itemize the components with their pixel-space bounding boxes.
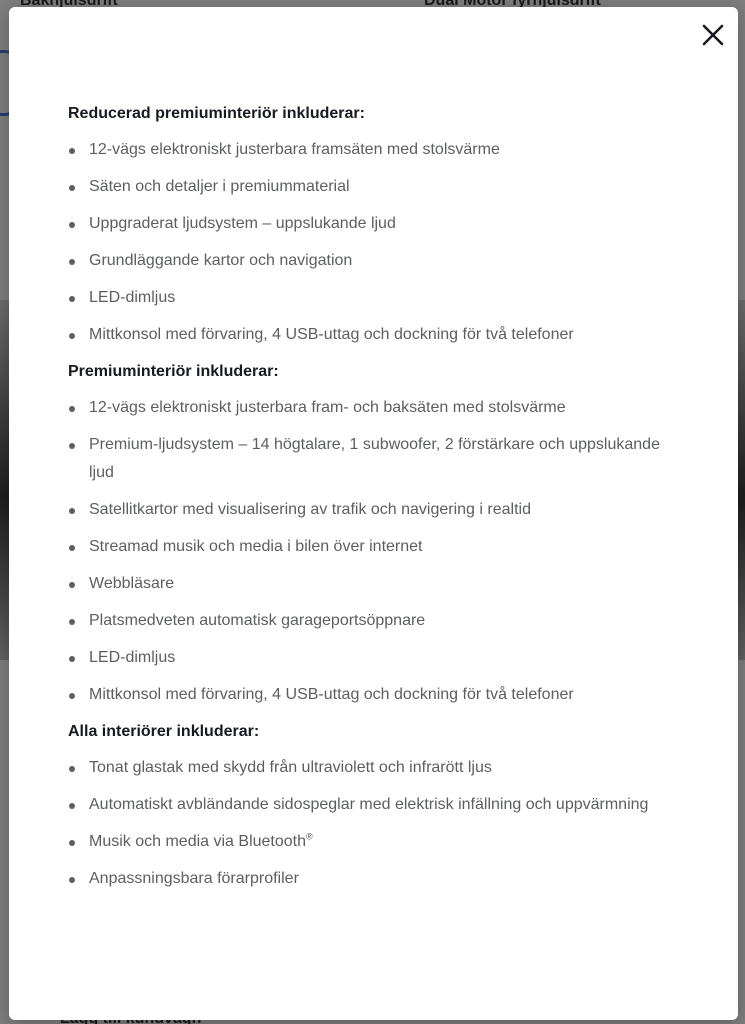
feature-list-item: Grundläggande kartor och navigation bbox=[68, 247, 688, 275]
close-icon bbox=[702, 24, 724, 46]
close-button[interactable] bbox=[697, 19, 729, 51]
feature-list-item: Platsmedveten automatisk garageportsöppnare bbox=[68, 607, 688, 635]
feature-list-item: LED-dimljus bbox=[68, 284, 688, 312]
section-title: Premiuminteriör inkluderar: bbox=[68, 363, 279, 380]
feature-list-item: 12-vägs elektroniskt justerbara fram- och baksäten med stolsvärme bbox=[68, 394, 688, 422]
feature-list-item: LED-dimljus bbox=[68, 644, 688, 672]
feature-list-item: Webbläsare bbox=[68, 570, 688, 598]
feature-section bbox=[68, 720, 688, 893]
feature-list-item: Säten och detaljer i premiummaterial bbox=[68, 173, 688, 201]
feature-list-item: Automatiskt avbländande sidospeglar med elektrisk infällning och uppvärmning bbox=[68, 791, 688, 819]
feature-list-item: Mittkonsol med förvaring, 4 USB-uttag och dockning för två telefoner bbox=[68, 681, 688, 709]
feature-list-item: 12-vägs elektroniskt justerbara framsäten med stolsvärme bbox=[68, 136, 688, 164]
modal-content bbox=[68, 102, 688, 893]
interior-features-modal bbox=[9, 7, 738, 1020]
feature-list-item: Tonat glastak med skydd från ultraviolett och infrarött ljus bbox=[68, 754, 688, 782]
feature-list-item: Premium-ljudsystem – 14 högtalare, 1 subwoofer, 2 förstärkare och uppslukande ljud bbox=[68, 431, 688, 487]
feature-list bbox=[68, 754, 688, 893]
feature-list-item: Musik och media via Bluetooth® bbox=[68, 828, 688, 856]
section-title: Reducerad premiuminteriör inkluderar: bbox=[68, 105, 365, 122]
feature-list-item: Uppgraderat ljudsystem – uppslukande ljud bbox=[68, 210, 688, 238]
section-title: Alla interiörer inkluderar: bbox=[68, 723, 260, 740]
feature-section bbox=[68, 360, 688, 709]
feature-list bbox=[68, 394, 688, 709]
feature-list-item: Anpassningsbara förarprofiler bbox=[68, 865, 688, 893]
feature-list bbox=[68, 136, 688, 349]
feature-list-item: Satellitkartor med visualisering av trafik och navigering i realtid bbox=[68, 496, 688, 524]
feature-list-item: Mittkonsol med förvaring, 4 USB-uttag och dockning för två telefoner bbox=[68, 321, 688, 349]
feature-section bbox=[68, 102, 688, 349]
feature-list-item: Streamad musik och media i bilen över internet bbox=[68, 533, 688, 561]
